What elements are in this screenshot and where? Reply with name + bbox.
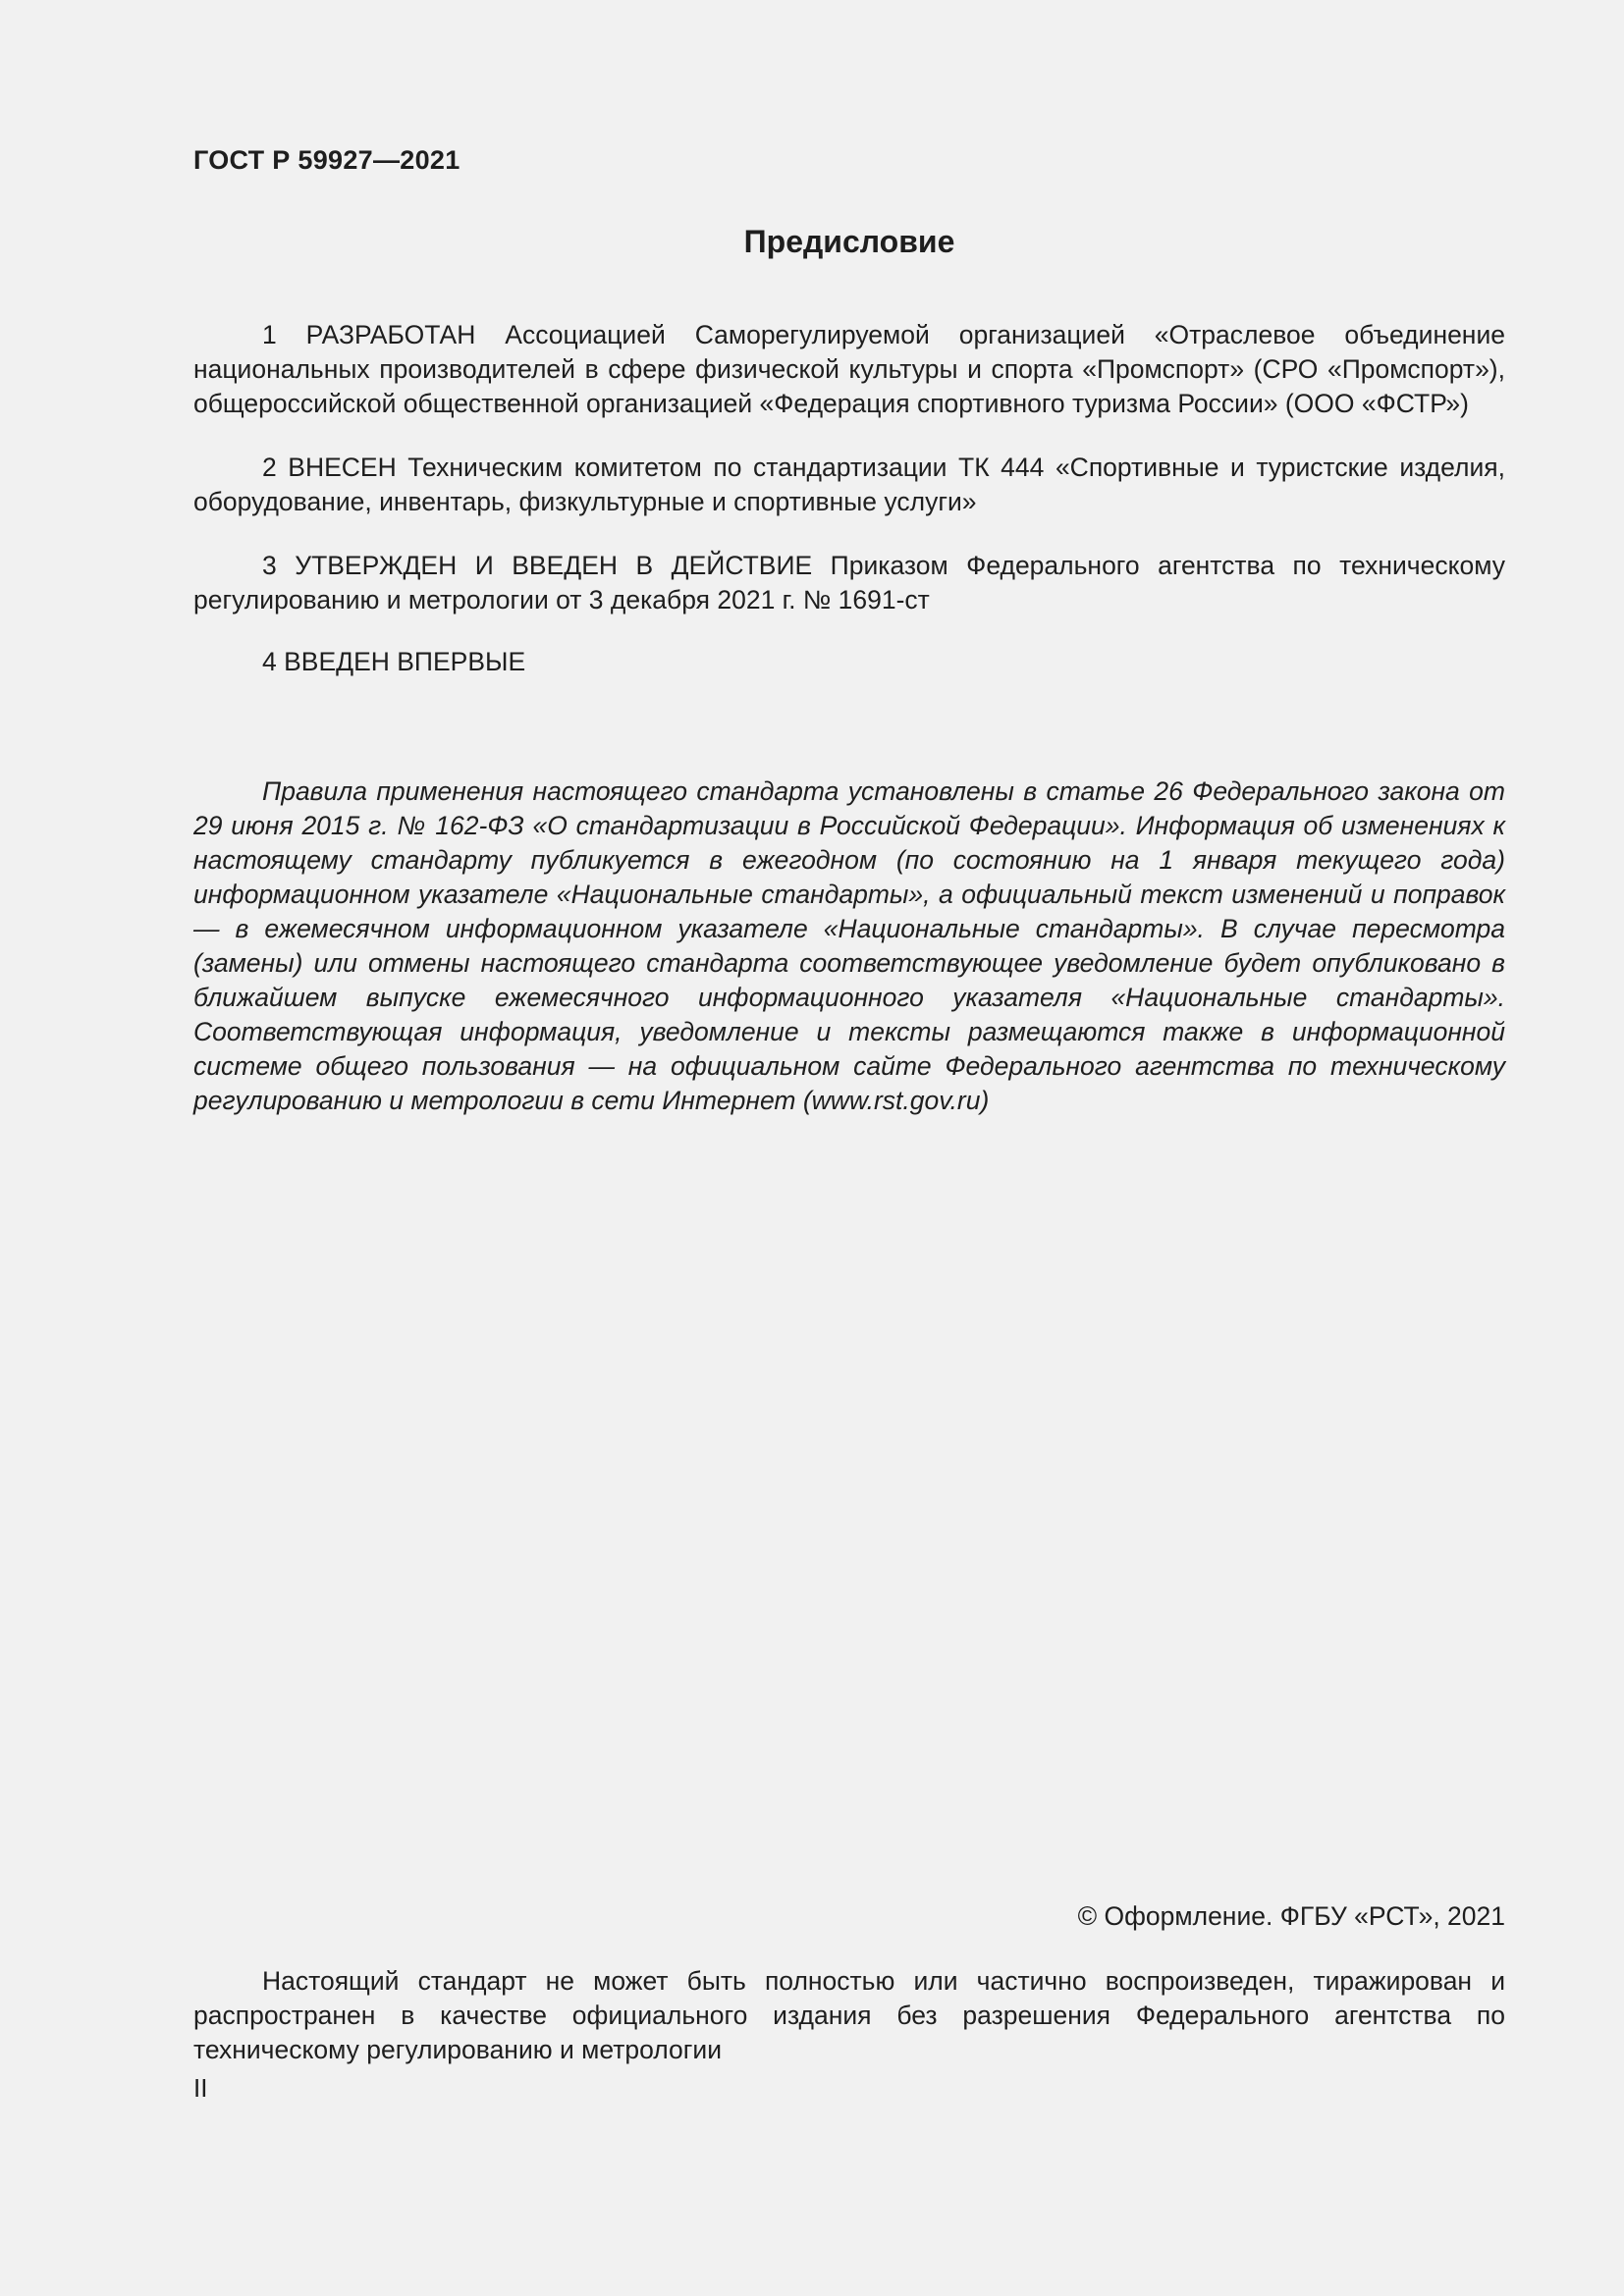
foreword-item-1: 1 РАЗРАБОТАН Ассоциацией Саморегулируемой организацией «Отраслевое объединение национальных производителей в сфере физической культуры и спорта «Промспорт» (СРО «Промспорт»), общероссийской общественной организацией «Федерация спортивного туризма России» (ООО «ФСТР») — [193, 320, 1505, 418]
page-number: II — [193, 2073, 208, 2103]
page-title: Предисловие — [743, 224, 955, 259]
foreword-item-4: 4 ВВЕДЕН ВПЕРВЫЕ — [262, 647, 526, 676]
foreword-item-2: 2 ВНЕСЕН Техническим комитетом по стандартизации ТК 444 «Спортивные и туристские изделия, оборудование, инвентарь, физкультурные и спортивные услуги» — [193, 453, 1505, 516]
reproduction-notice: Настоящий стандарт не может быть полностью или частично воспроизведен, тиражирован и распространен в качестве официального издания без разрешения Федерального агентства по техническому регулированию и метрологии — [193, 1966, 1505, 2064]
document-code: ГОСТ Р 59927—2021 — [193, 145, 460, 175]
copyright-line: © Оформление. ФГБУ «РСТ», 2021 — [1077, 1901, 1505, 1931]
rules-note: Правила применения настоящего стандарта установлены в статье 26 Федерального закона от 29 июня 2015 г. № 162-ФЗ «О стандартизации в Российской Федерации». Информация об изменениях к настоящему стандарту публикуется в ежегодном (по состоянию на 1 января текущего года) информационном указателе «Национальные стандарты», а официальный текст изменений и поправок — в ежемесячном информационном указателе «Национальные стандарты». В случае пересмотра (замены) или отмены настоящего стандарта соответствующее уведомление будет опубликовано в ближайшем выпуске ежемесячного информационного указателя «Национальные стандарты». Соответствующая информация, уведомление и тексты размещаются также в информационной системе общего пользования — на официальном сайте Федерального агентства по техническому регулированию и метрологии в сети Интернет (www.rst.gov.ru) — [193, 776, 1505, 1115]
foreword-item-3: 3 УТВЕРЖДЕН И ВВЕДЕН В ДЕЙСТВИЕ Приказом Федерального агентства по техническому регулированию и метрологии от 3 декабря 2021 г. № 1691-ст — [193, 551, 1505, 614]
